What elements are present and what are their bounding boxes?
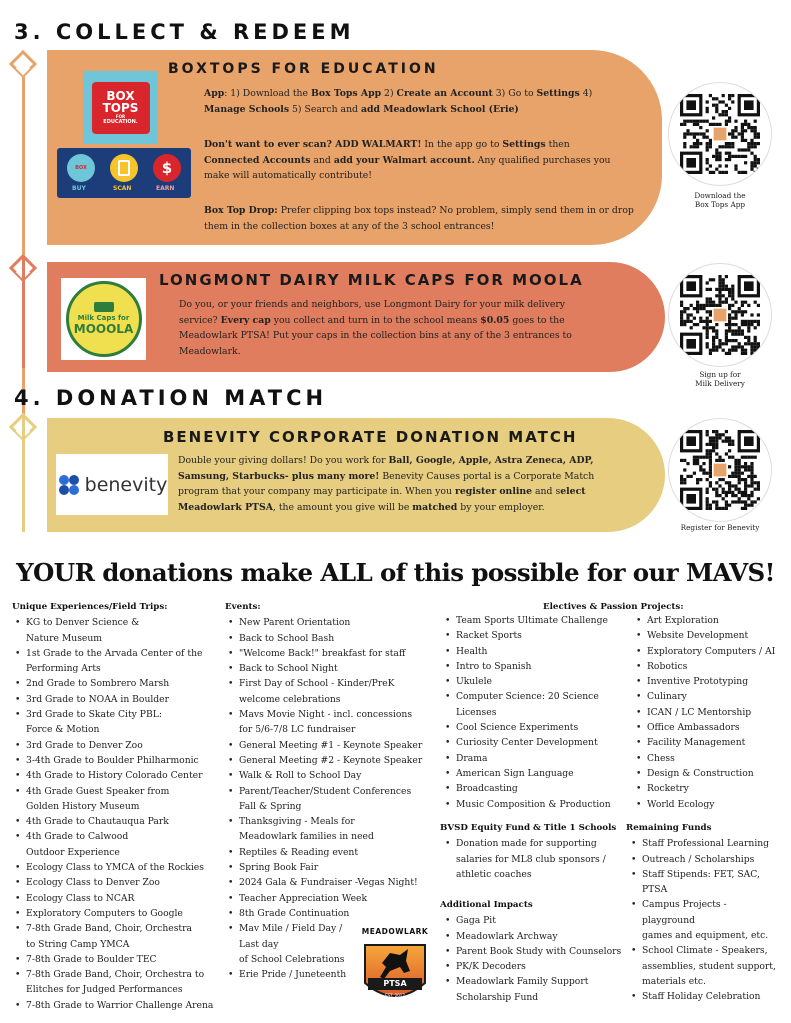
text-run: 2) [381, 88, 397, 99]
equity-heading: BVSD Equity Fund & Title 1 Schools [440, 823, 617, 833]
text-run: Prefer clipping box tops instead? No problem, simply send them in or drop them in the collection boxes at any of the 3 school entrances! [204, 205, 634, 232]
list-item: to String Camp YMCA [26, 938, 130, 950]
list-item: • 4th Grade to History Colorado Center [12, 768, 227, 783]
list-item: • "Welcome Back!" breakfast for staff [225, 646, 440, 661]
list-item: • 7-8th Grade Band, Choir, Orchestra [12, 921, 227, 936]
benevity-logo-text: benevity [84, 473, 168, 496]
list-item: • Website Development [633, 628, 791, 643]
list-item: • Walk & Roll to School Day [225, 768, 440, 783]
list-item: • Outreach / Scholarships [628, 852, 789, 867]
electives-right-column [633, 613, 791, 812]
boxtops-paragraph-1 [204, 86, 614, 117]
buy-icon: BOX [67, 154, 95, 182]
list-item: • PK/K Decoders [442, 959, 640, 974]
list-item: • School Climate - Speakers, [628, 943, 789, 958]
list-item: • 7-8th Grade to Boulder TEC [12, 952, 227, 967]
milkcaps-logo [61, 278, 146, 360]
list-item: • Computer Science: 20 Science [442, 689, 632, 704]
text-run: Don't want to ever scan? ADD WALMART! [204, 139, 422, 150]
funds-column [626, 821, 789, 1005]
list-item: • 4th Grade Guest Speaker from [12, 784, 227, 799]
qr-code-icon [680, 430, 760, 510]
text-run: 4) [579, 88, 593, 99]
list-item: • 2nd Grade to Sombrero Marsh [12, 676, 227, 691]
equity-list [440, 836, 630, 882]
list-item: • Culinary [633, 689, 791, 704]
list-item: assemblies, student support, [642, 960, 776, 972]
list-item: • Erie Pride / Juneteenth [225, 967, 440, 982]
events-heading: Events: [225, 602, 261, 612]
text-run: register online [454, 486, 533, 497]
timeline-diamond-1 [9, 50, 37, 78]
list-item: salaries for ML8 club sponsors / [456, 853, 606, 865]
list-item: for 5/6-7/8 LC fundraiser [239, 724, 356, 736]
list-item: Licenses [456, 706, 497, 718]
list-item: • 3rd Grade to NOAA in Boulder [12, 692, 227, 707]
text-run: you collect and turn in to the school means [270, 314, 481, 326]
list-item: PTSA [642, 884, 668, 896]
boxtops-logo-text2: TOPS [102, 100, 139, 115]
impacts-column [440, 898, 640, 1005]
milkcaps-title: LONGMONT DAIRY MILK CAPS FOR MOOLA [159, 271, 584, 289]
benevity-paragraph [178, 453, 623, 515]
list-item: playground [642, 914, 696, 926]
section-4-title: 4. DONATION MATCH [14, 386, 328, 410]
list-item: • Donation made for supporting [442, 836, 630, 851]
text-run: 5) Search and [289, 103, 361, 115]
text-run: , the amount you give will be [272, 501, 413, 513]
list-item: • Gaga Pit [442, 913, 640, 928]
mascot-est: EST. 2017 [385, 993, 405, 998]
milkcaps-logo-house-icon [94, 302, 114, 312]
list-item: • Drama [442, 751, 632, 766]
milkcaps-logo-line1: Milk Caps for [77, 314, 130, 322]
list-item: • General Meeting #2 - Keynote Speaker [225, 753, 440, 768]
boxtops-logo-edu: EDUCATION. [103, 118, 138, 125]
list-item: • Chess [633, 751, 791, 766]
list-item: • 4th Grade to Chautauqua Park [12, 814, 227, 829]
list-item: Elitches for Judged Performances [26, 984, 183, 996]
list-item: • ICAN / LC Mentorship [633, 705, 791, 720]
list-item: welcome celebrations [239, 693, 341, 705]
text-run: add Meadowlark School (Erie) [360, 103, 519, 115]
text-run: Ball, Google, Apple, Astra Zeneca, ADP, Samsung, Starbucks- plus many more! [178, 455, 594, 482]
milkcaps-logo-line2: MOOOLA [73, 322, 134, 336]
text-run: Do you, or your friends and neighbors, use Longmont Dairy for your milk delivery service? [179, 299, 566, 326]
text-run: 3) Go to [492, 88, 537, 99]
benevity-qr-code[interactable] [668, 418, 772, 522]
list-item: • Spring Book Fair [225, 860, 440, 875]
list-item: • General Meeting #1 - Keynote Speaker [225, 738, 440, 753]
text-run: In the app go to [421, 139, 503, 150]
timeline-rail-salmon [22, 258, 25, 368]
list-item: • Music Composition & Production [442, 797, 632, 812]
list-item: • Mavs Movie Night - incl. concessions [225, 707, 440, 722]
list-item: • 3rd Grade to Skate City PBL: [12, 707, 227, 722]
boxtops-logo-text: BOX [106, 88, 135, 103]
list-item: • Cool Science Experiments [442, 720, 632, 735]
text-run: goes to the Meadowlark PTSA! Put your caps in the collection bins at any of the 3 entrances to Meadowlark. [179, 314, 572, 357]
text-run: Create an Account [396, 88, 493, 99]
list-item: • New Parent Orientation [225, 615, 440, 630]
list-item: • Curiosity Center Development [442, 735, 632, 750]
text-run: Box Top Drop: [204, 205, 278, 216]
boxtops-logo-for: FOR [115, 113, 126, 119]
text-run: Settings [536, 88, 580, 99]
list-item: • Intro to Spanish [442, 659, 632, 674]
list-item: • Reptiles & Reading event [225, 845, 440, 860]
boxtops-qr-caption-line1: Download the [694, 191, 746, 200]
electives-left-list [442, 613, 632, 812]
list-item: • Facility Management [633, 735, 791, 750]
list-item: Nature Museum [26, 632, 102, 644]
electives-heading: Electives & Passion Projects: [543, 602, 684, 612]
list-item: • Team Sports Ultimate Challenge [442, 613, 632, 628]
text-run: Every cap [220, 314, 271, 326]
milkcaps-qr-code[interactable] [668, 263, 772, 367]
benevity-title: BENEVITY CORPORATE DONATION MATCH [163, 428, 578, 446]
list-item: materials etc. [642, 975, 706, 987]
boxtops-qr-caption [670, 191, 770, 209]
list-item: • 2024 Gala & Fundraiser -Vegas Night! [225, 875, 440, 890]
funds-list [626, 836, 789, 1004]
list-item: • Health [442, 644, 632, 659]
list-item: • 8th Grade Continuation [225, 906, 440, 921]
list-item: • Ecology Class to YMCA of the Rockies [12, 860, 227, 875]
milkcaps-qr-caption [670, 370, 770, 388]
list-item: • Robotics [633, 659, 791, 674]
list-item: Scholarship Fund [456, 991, 539, 1003]
milkcaps-paragraph [179, 297, 587, 359]
field-trips-list [12, 615, 227, 1013]
list-item: • Exploratory Computers to Google [12, 906, 227, 921]
meadowlark-ptsa-logo [360, 923, 430, 1009]
benevity-logo-icon [57, 473, 81, 497]
list-item: • Teacher Appreciation Week [225, 891, 440, 906]
boxtops-paragraph-3 [204, 203, 644, 234]
list-item: • 3rd Grade to Denver Zoo [12, 738, 227, 753]
list-item: Meadowlark families in need [239, 831, 374, 843]
text-run: Connected Accounts [204, 154, 311, 166]
text-run: $0.05 [480, 314, 510, 326]
list-item: • American Sign Language [442, 766, 632, 781]
list-item: • KG to Denver Science & [12, 615, 227, 630]
impacts-list [440, 913, 640, 1005]
field-trips-column [12, 600, 227, 1013]
text-run: Benevity Causes portal is a Corporate Match program that your company may participate in. When you [178, 470, 595, 497]
benevity-logo [56, 454, 168, 515]
headline: YOUR donations make ALL of this possible for our MAVS! [16, 558, 775, 587]
text-run: : 1) Download the [224, 88, 312, 99]
list-item: • Parent Book Study with Counselors [442, 944, 640, 959]
list-item: • 3-4th Grade to Boulder Philharmonic [12, 753, 227, 768]
list-item: Force & Motion [26, 724, 100, 736]
boxtops-title: BOXTOPS FOR EDUCATION [168, 61, 439, 77]
buy-label: BUY [72, 185, 86, 192]
text-run: elect Meadowlark PTSA [178, 486, 586, 513]
list-item: Last day [239, 938, 279, 950]
milkcaps-qr-caption-line1: Sign up for [699, 370, 741, 379]
impacts-heading: Additional Impacts [440, 900, 533, 910]
text-run: matched [412, 501, 458, 513]
list-item: • Meadowlark Archway [442, 929, 640, 944]
electives-right-list [633, 613, 791, 812]
list-item: • Meadowlark Family Support [442, 974, 640, 989]
funds-heading: Remaining Funds [626, 823, 712, 833]
boxtops-steps-strip [57, 148, 191, 198]
text-run: add your Walmart account. [333, 154, 475, 166]
electives-left-column [442, 613, 632, 812]
list-item: • Ecology Class to Denver Zoo [12, 875, 227, 890]
qr-code-icon [680, 94, 760, 174]
boxtops-logo [83, 71, 158, 144]
list-item: • Racket Sports [442, 628, 632, 643]
list-item: • Mav Mile / Field Day / [225, 921, 440, 936]
text-run: Any qualified purchases you make will automatically contribute! [204, 154, 611, 181]
list-item: • 7-8th Grade Band, Choir, Orchestra to [12, 967, 227, 982]
list-item: Fall & Spring [239, 800, 302, 812]
text-run: and s [532, 486, 561, 497]
field-trips-heading: Unique Experiences/Field Trips: [12, 602, 168, 612]
list-item: • Staff Holiday Celebration [628, 989, 789, 1004]
list-item: • Broadcasting [442, 781, 632, 796]
list-item: • Ecology Class to NCAR [12, 891, 227, 906]
text-run: Settings [502, 139, 546, 150]
list-item: • Ukulele [442, 674, 632, 689]
list-item: • First Day of School - Kinder/PreK [225, 676, 440, 691]
mascot-label: PTSA [383, 979, 407, 988]
boxtops-paragraph-2 [204, 137, 619, 184]
section-3-title: 3. COLLECT & REDEEM [14, 20, 355, 44]
text-run: by your employer. [457, 501, 545, 513]
list-item: Performing Arts [26, 663, 101, 675]
list-item: • Design & Construction [633, 766, 791, 781]
earn-label: EARN [156, 185, 175, 192]
list-item: of School Celebrations [239, 953, 345, 965]
equity-column [440, 821, 630, 882]
benevity-qr-caption: Register for Benevity [680, 523, 760, 532]
list-item: • Staff Stipends: FET, SAC, [628, 867, 789, 882]
list-item: • Back to School Bash [225, 631, 440, 646]
list-item: Outdoor Experience [26, 846, 120, 858]
list-item: • 7-8th Grade to Warrior Challenge Arena [12, 998, 227, 1013]
list-item: games and equipment, etc. [642, 930, 769, 942]
list-item: athletic coaches [456, 868, 532, 880]
earn-icon: $ [153, 154, 181, 182]
list-item: • Office Ambassadors [633, 720, 791, 735]
list-item: • Exploratory Computers / AI [633, 644, 791, 659]
list-item: • 1st Grade to the Arvada Center of the [12, 646, 227, 661]
scan-label: SCAN [113, 185, 132, 192]
list-item: • Back to School Night [225, 661, 440, 676]
text-run: then [545, 139, 570, 150]
list-item: • World Ecology [633, 797, 791, 812]
qr-code-icon [680, 275, 760, 355]
list-item: • Thanksgiving - Meals for [225, 814, 440, 829]
list-item: • Staff Professional Learning [628, 836, 789, 851]
list-item: • Art Exploration [633, 613, 791, 628]
timeline-rail-gold [22, 417, 25, 532]
list-item: • 4th Grade to Calwood [12, 829, 227, 844]
text-run: and [310, 154, 334, 166]
text-run: App [204, 88, 225, 99]
boxtops-qr-code[interactable] [668, 82, 772, 186]
list-item: Golden History Museum [26, 800, 140, 812]
text-run: Manage Schools [204, 103, 290, 115]
text-run: Double your giving dollars! Do you work for [178, 455, 389, 466]
text-run: Box Tops App [311, 88, 382, 99]
list-item: • Rocketry [633, 781, 791, 796]
list-item: • Campus Projects - [628, 897, 789, 912]
boxtops-qr-caption-line2: Box Tops App [694, 200, 746, 209]
mascot-arc-text: MEADOWLARK [361, 927, 429, 936]
list-item: • Inventive Prototyping [633, 674, 791, 689]
scan-icon [110, 154, 138, 182]
milkcaps-qr-caption-line2: Milk Delivery [695, 379, 745, 388]
list-item: • Parent/Teacher/Student Conferences [225, 784, 440, 799]
